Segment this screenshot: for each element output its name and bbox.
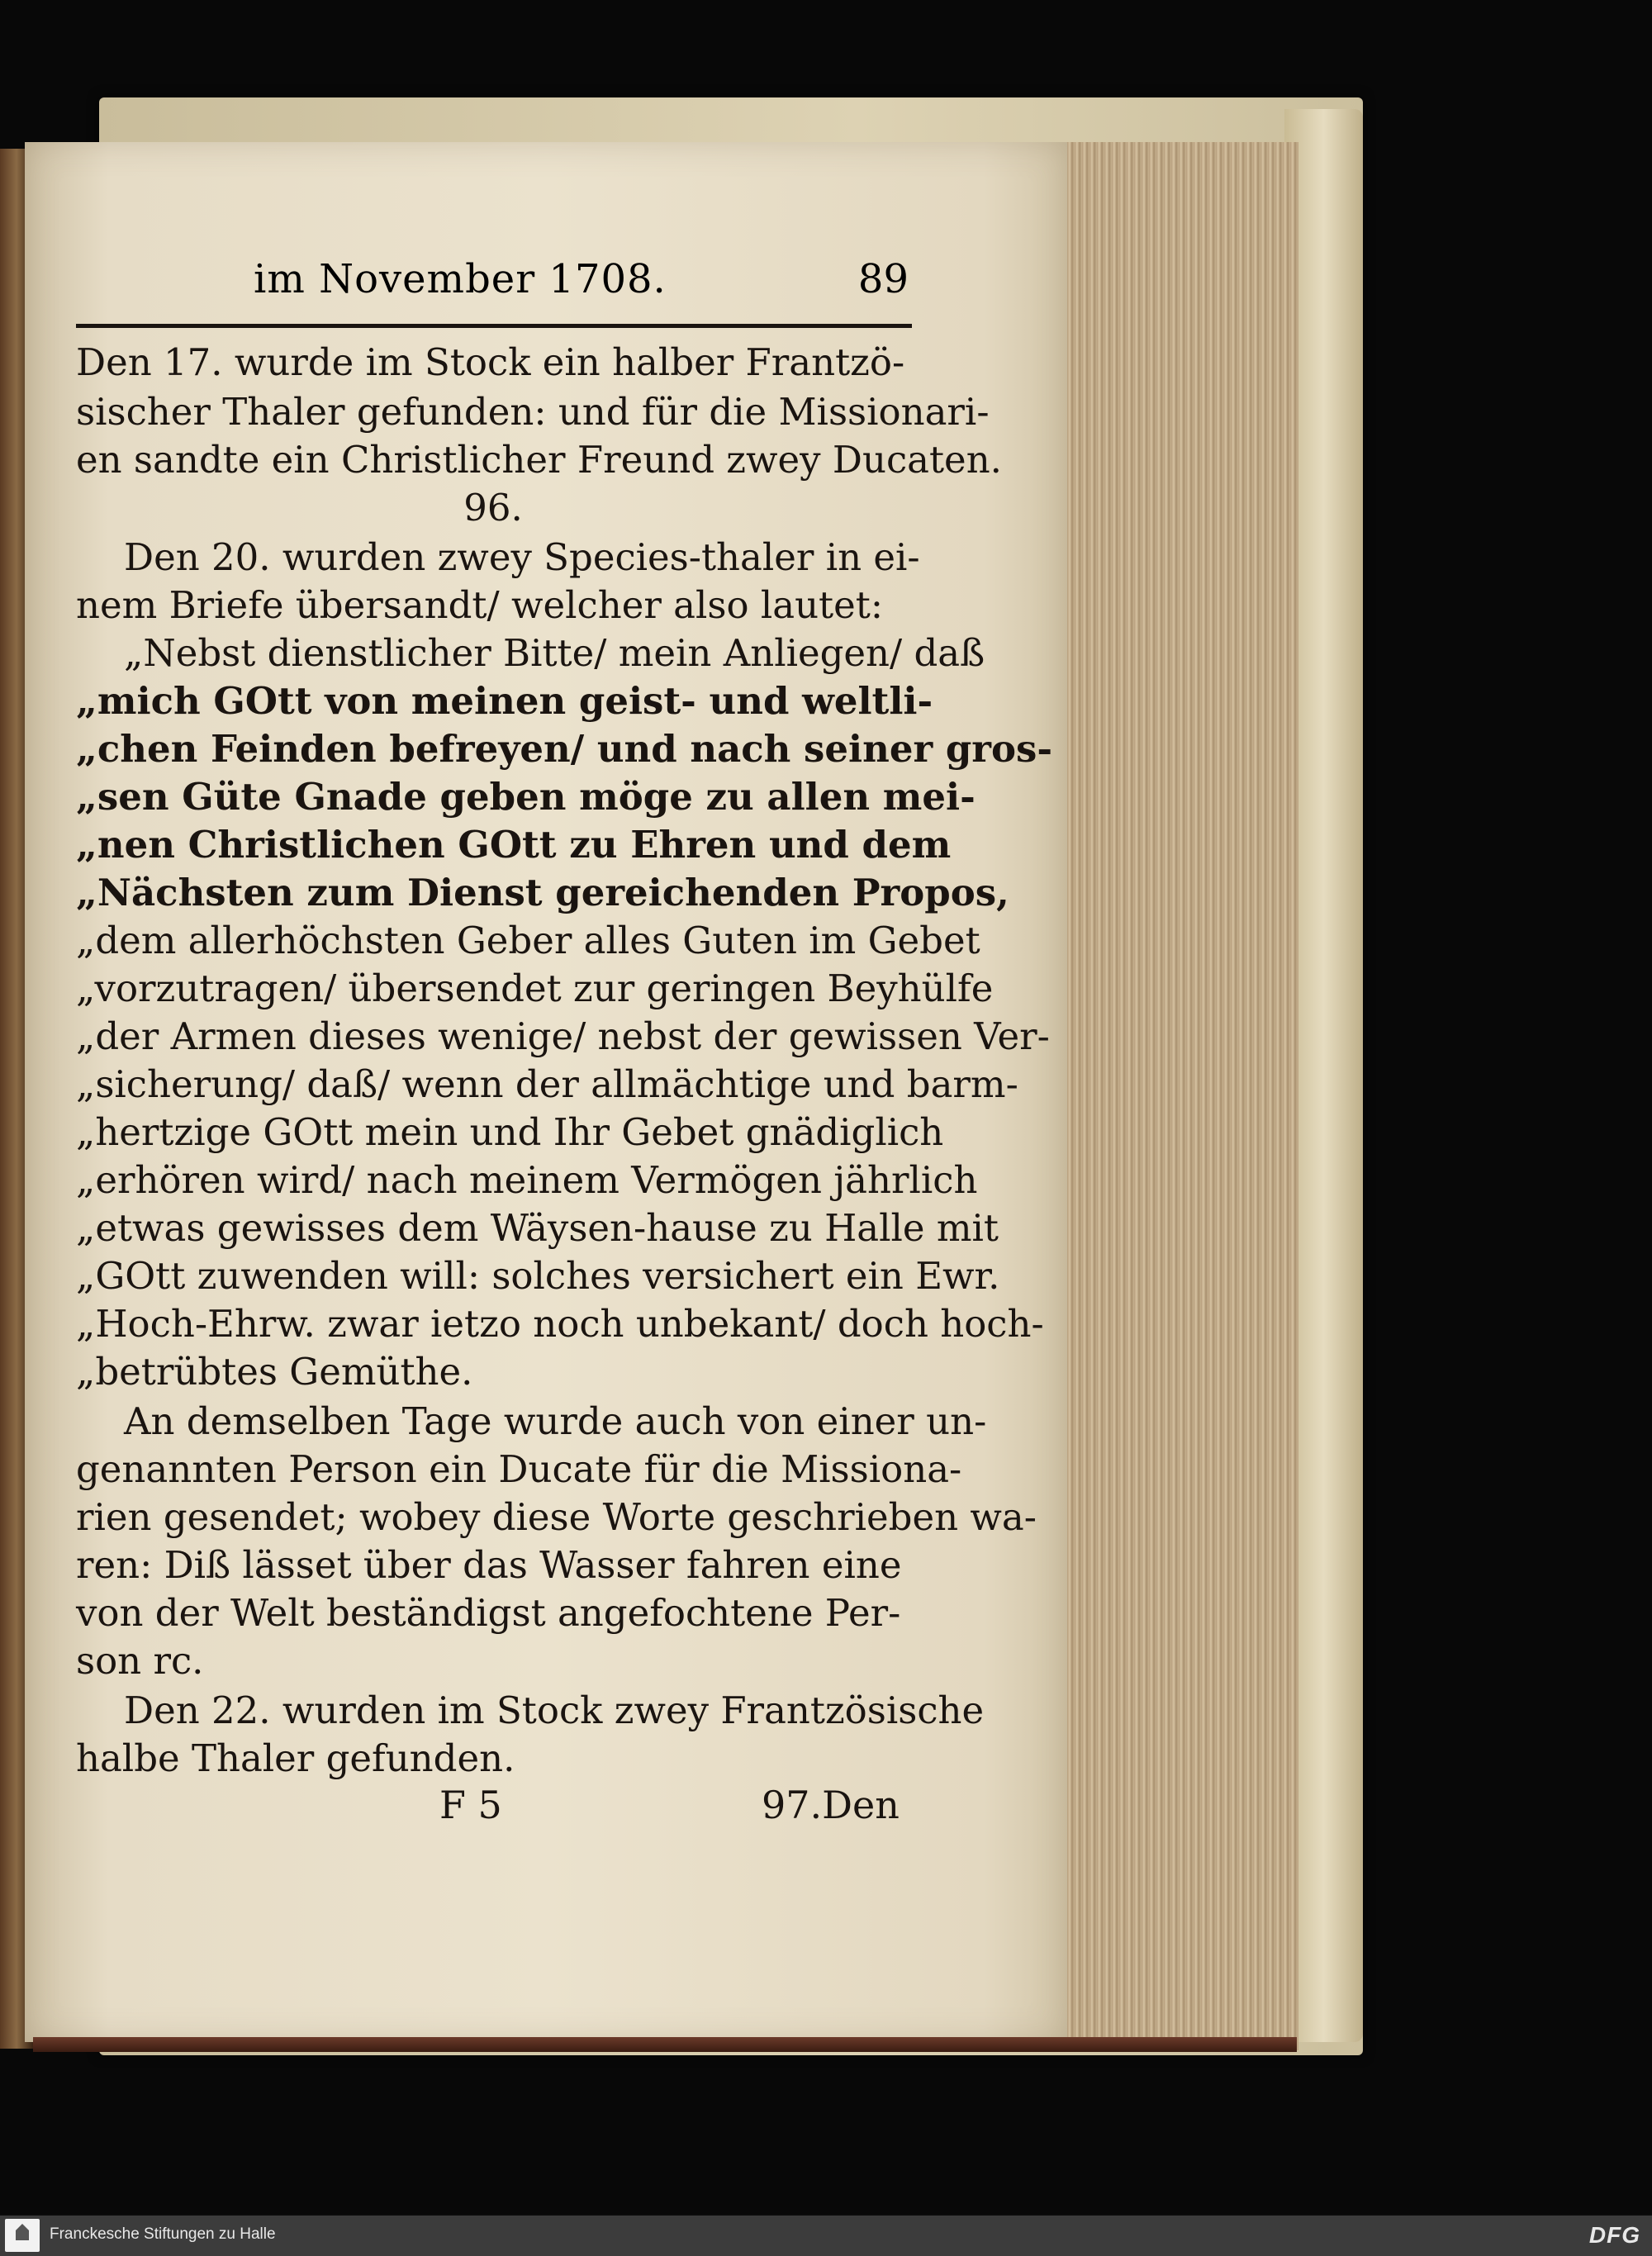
text-line: „nen Christlichen GOtt zu Ehren und dem (76, 823, 952, 867)
text-line: „der Armen dieses wenige/ nebst der gewissen Ver- (76, 1014, 1050, 1058)
text-line: von der Welt beständigst angefochtene Per- (76, 1591, 901, 1635)
book-bottom-edge (33, 2037, 1297, 2052)
head-rule (76, 324, 912, 328)
text-line: Den 22. wurden im Stock zwey Frantzösische (124, 1688, 985, 1732)
text-line: „chen Feinden befreyen/ und nach seiner gros- (76, 727, 1053, 771)
text-line: Den 17. wurde im Stock ein halber Frantzö- (76, 340, 905, 384)
text-line: nem Briefe übersandt/ welcher also lautet: (76, 583, 884, 627)
text-line: en sandte ein Christlicher Freund zwey Ducaten. (76, 438, 1002, 482)
text-line: „GOtt zuwenden will: solches versichert ein Ewr. (76, 1254, 1000, 1298)
text-line: rien gesendet; wobey diese Worte geschrieben wa- (76, 1495, 1037, 1539)
institution-name: Franckesche Stiftungen zu Halle (50, 2225, 276, 2243)
running-head (76, 256, 910, 322)
institution-logo (5, 2219, 40, 2252)
text-line: „Nebst dienstlicher Bitte/ mein Anliegen/ daß (124, 631, 985, 675)
section-number: 96. (463, 486, 523, 530)
text-line: sischer Thaler gefunden: und für die Missionari- (76, 390, 990, 434)
text-line: „erhören wird/ nach meinem Vermögen jährlich (76, 1158, 978, 1202)
catchword: 97.Den (762, 1783, 900, 1827)
text-line: ren: Diß lässet über das Wasser fahren eine (76, 1543, 902, 1587)
text-line: „betrübtes Gemüthe. (76, 1350, 473, 1394)
text-line: „sen Güte Gnade geben möge zu allen mei- (76, 775, 976, 819)
running-title: im November 1708. (254, 256, 667, 302)
page-stack-edges (1066, 142, 1298, 2050)
text-line: „Nächsten zum Dienst gereichenden Propos, (76, 871, 1009, 914)
text-line: „mich GOtt von meinen geist- und weltli- (76, 679, 933, 723)
text-line: An demselben Tage wurde auch von einer un- (124, 1399, 987, 1443)
signature-mark: F 5 (439, 1783, 502, 1827)
text-line: Den 20. wurden zwey Species-thaler in ei- (124, 535, 920, 579)
text-line: genannten Person ein Ducate für die Missiona- (76, 1447, 962, 1491)
text-line: „Hoch-Ehrw. zwar ietzo noch unbekant/ doch hoch- (76, 1302, 1044, 1346)
text-line: „hertzige GOtt mein und Ihr Gebet gnädiglich (76, 1110, 944, 1154)
text-line: „sicherung/ daß/ wenn der allmächtige und barm- (76, 1062, 1018, 1106)
page-number: 89 (857, 256, 909, 302)
text-line: halbe Thaler gefunden. (76, 1736, 515, 1780)
text-line: „vorzutragen/ übersendet zur geringen Beyhülfe (76, 967, 994, 1010)
text-line: „dem allerhöchsten Geber alles Guten im Gebet (76, 919, 980, 962)
text-line: son rc. (76, 1639, 204, 1683)
viewer-footer-bar (0, 2216, 1652, 2256)
text-line: „etwas gewisses dem Wäysen-hause zu Halle mit (76, 1206, 999, 1250)
building-icon (16, 2224, 29, 2240)
dfg-logo: DFG (1588, 2222, 1640, 2248)
